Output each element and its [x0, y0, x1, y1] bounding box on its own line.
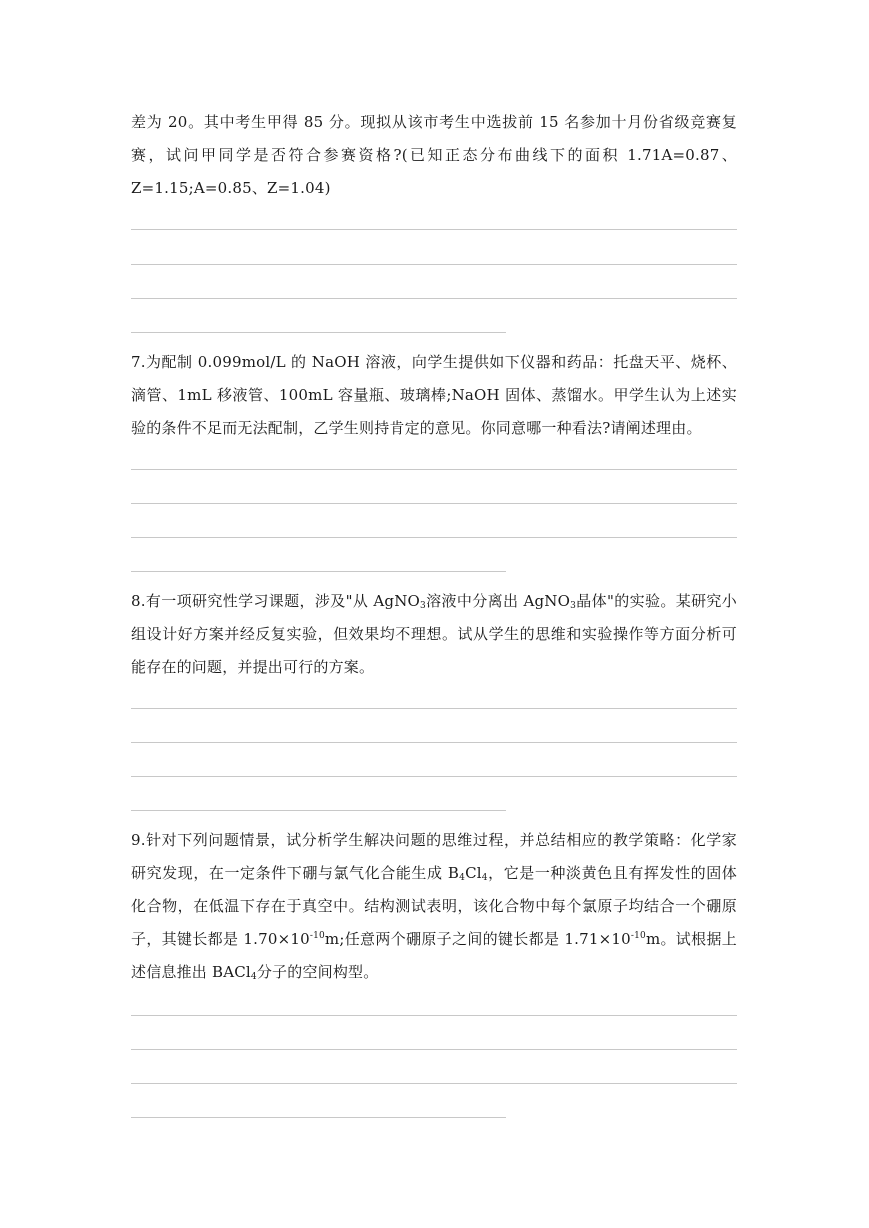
question-9-text-part: 分子的空间构型。 [256, 963, 379, 981]
question-9-text-part: m;任意两个硼原子之间的键长都是 1.71×10 [324, 930, 631, 948]
question-9-text-part: ，它是一种淡黄色且有挥发性的固体化合物，在低温下存在于真空中。结构测试表明，该化合物中每个氯原子均结合一个硼原子，其键长都是 1.70×10 [131, 864, 738, 948]
question-9-text [131, 824, 737, 989]
question-9-text-part: m。试根据上述信息推出 BACl [131, 930, 737, 981]
superscript: -10 [309, 931, 325, 941]
question-6-body: 差为 20。其中考生甲得 85 分。现拟从该市考生中选拔前 15 名参加十月份省级竞赛复赛，试问甲同学是否符合参赛资格?(已知正态分布曲线下的面积 1.71A=0.87、Z=1.15;A=0.85、Z=1.04) [131, 113, 737, 197]
answer-line [131, 1015, 737, 1016]
answer-line [131, 742, 737, 743]
answer-line [131, 571, 506, 572]
answer-line [131, 332, 506, 333]
answer-line [131, 810, 506, 811]
question-7-text [131, 346, 737, 445]
answer-line [131, 708, 737, 709]
subscript: 4 [481, 873, 488, 883]
subscript: 3 [570, 601, 577, 611]
question-8-text-part: 晶体"的实验。某研究小组设计好方案并经反复实验，但效果均不理想。试从学生的思维和实验操作等方面分析可能存在的问题，并提出可行的方案。 [131, 592, 737, 676]
answer-line [131, 229, 737, 230]
answer-line [131, 469, 737, 470]
superscript: -10 [630, 931, 646, 941]
answer-line [131, 503, 737, 504]
answer-line [131, 298, 737, 299]
answer-line [131, 1049, 737, 1050]
question-6-text [131, 106, 737, 205]
question-8-text [131, 585, 737, 684]
answer-line [131, 776, 737, 777]
subscript: 3 [420, 601, 426, 611]
answer-line [131, 537, 737, 538]
answer-line [131, 264, 737, 265]
subscript: 4 [250, 972, 257, 982]
question-9-text-part: Cl [465, 864, 482, 882]
question-9-text-part: 9.针对下列问题情景，试分析学生解决问题的思维过程，并总结相应的教学策略：化学家研究发现，在一定条件下硼与氯气化合能生成 B [131, 831, 737, 882]
subscript: 4 [459, 873, 466, 883]
question-8-text-part: 8.有一项研究性学习课题，涉及"从 AgNO [131, 592, 421, 610]
question-8-text-part: 溶液中分离出 AgNO [425, 592, 571, 610]
answer-line [131, 1117, 506, 1118]
question-7-body: 7.为配制 0.099mol/L 的 NaOH 溶液，向学生提供如下仪器和药品：托盘天平、烧杯、滴管、1mL 移液管、100mL 容量瓶、玻璃棒;NaOH 固体、蒸馏水。甲学生认为上述实验的条件不足而无法配制，乙学生则持肯定的意见。你同意哪一种看法?请阐述理由。 [131, 353, 737, 437]
answer-line [131, 1083, 737, 1084]
